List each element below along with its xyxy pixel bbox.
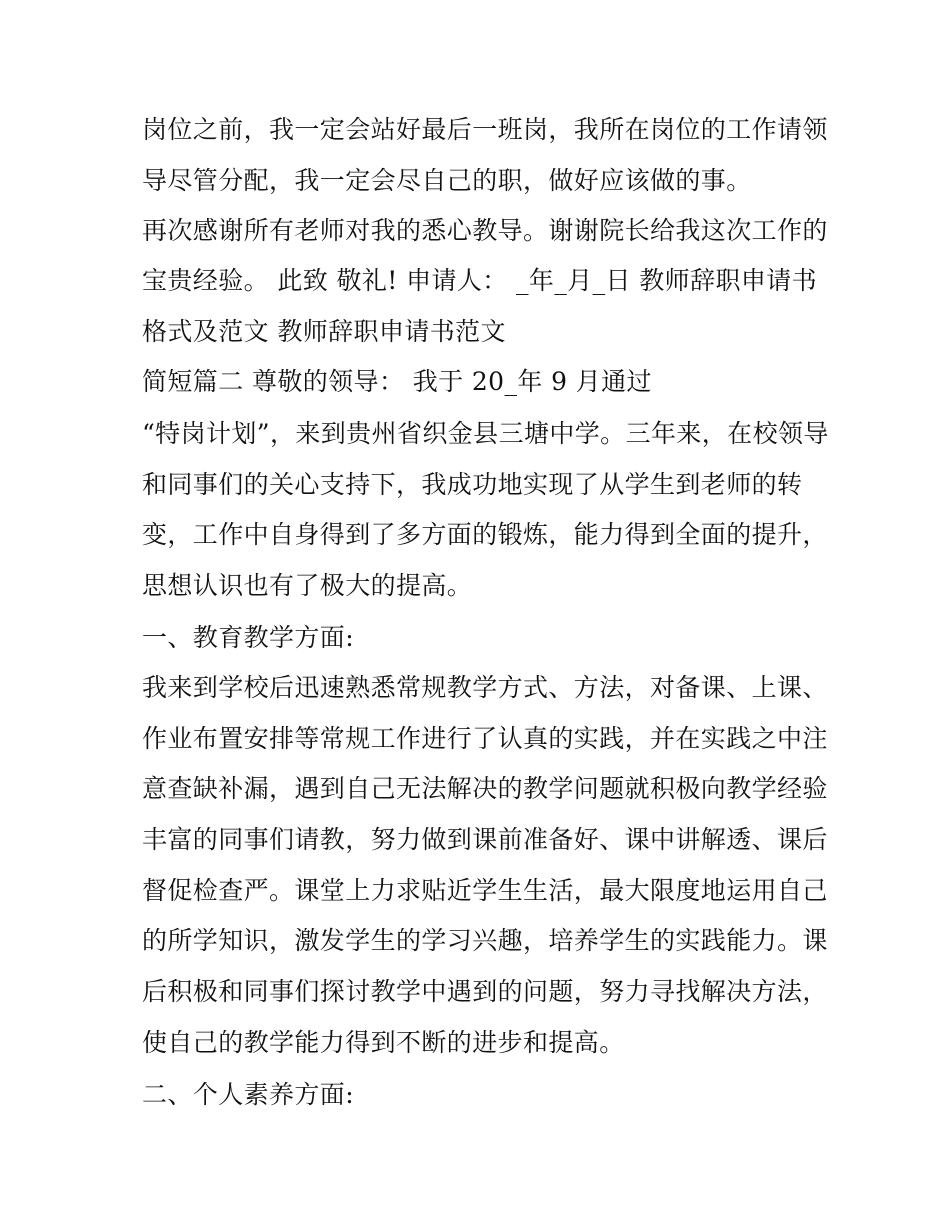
text-line: 再次感谢所有老师对我的悉心教导。谢谢院长给我这次工作的: [142, 216, 828, 245]
text-line: 的所学知识，激发学生的学习兴趣，培养学生的实践能力。课: [142, 926, 828, 955]
text-line: 变，工作中自身得到了多方面的锻炼，能力得到全面的提升，: [142, 520, 828, 549]
text-line: 督促检查严。课堂上力求贴近学生生活，最大限度地运用自己: [142, 876, 828, 905]
text-line: 思想认识也有了极大的提高。: [142, 571, 473, 600]
text-line: 丰富的同事们请教，努力做到课前准备好、课中讲解透、课后: [142, 825, 828, 854]
text-line: 使自己的教学能力得到不断的进步和提高。: [142, 1028, 625, 1057]
text-line: 宝贵经验。 此致 敬礼! 申请人： _年_月_日 教师辞职申请书: [142, 266, 818, 295]
text-line: 我来到学校后迅速熟悉常规教学方式、方法，对备课、上课、: [142, 673, 828, 702]
section-heading: 一、教育教学方面:: [142, 623, 355, 652]
text-line: 后积极和同事们探讨教学中遇到的问题，努力寻找解决方法，: [142, 977, 828, 1006]
text-line: 作业布置安排等常规工作进行了认真的实践，并在实践之中注: [142, 724, 828, 753]
text-line: 意查缺补漏，遇到自己无法解决的教学问题就积极向教学经验: [142, 774, 828, 803]
text-line: 岗位之前，我一定会站好最后一班岗，我所在岗位的工作请领: [142, 115, 828, 144]
text-line: 简短篇二 尊敬的领导： 我于 20_年 9 月通过: [142, 367, 652, 396]
text-line: 和同事们的关心支持下，我成功地实现了从学生到老师的转: [142, 470, 803, 499]
section-heading: 二、个人素养方面:: [142, 1080, 355, 1109]
text-line: 格式及范文 教师辞职申请书范文: [142, 317, 506, 346]
text-line: “特岗计划”，来到贵州省织金县三塘中学。三年来，在校领导: [142, 419, 829, 448]
text-line: 导尽管分配，我一定会尽自己的职，做好应该做的事。: [142, 166, 752, 195]
